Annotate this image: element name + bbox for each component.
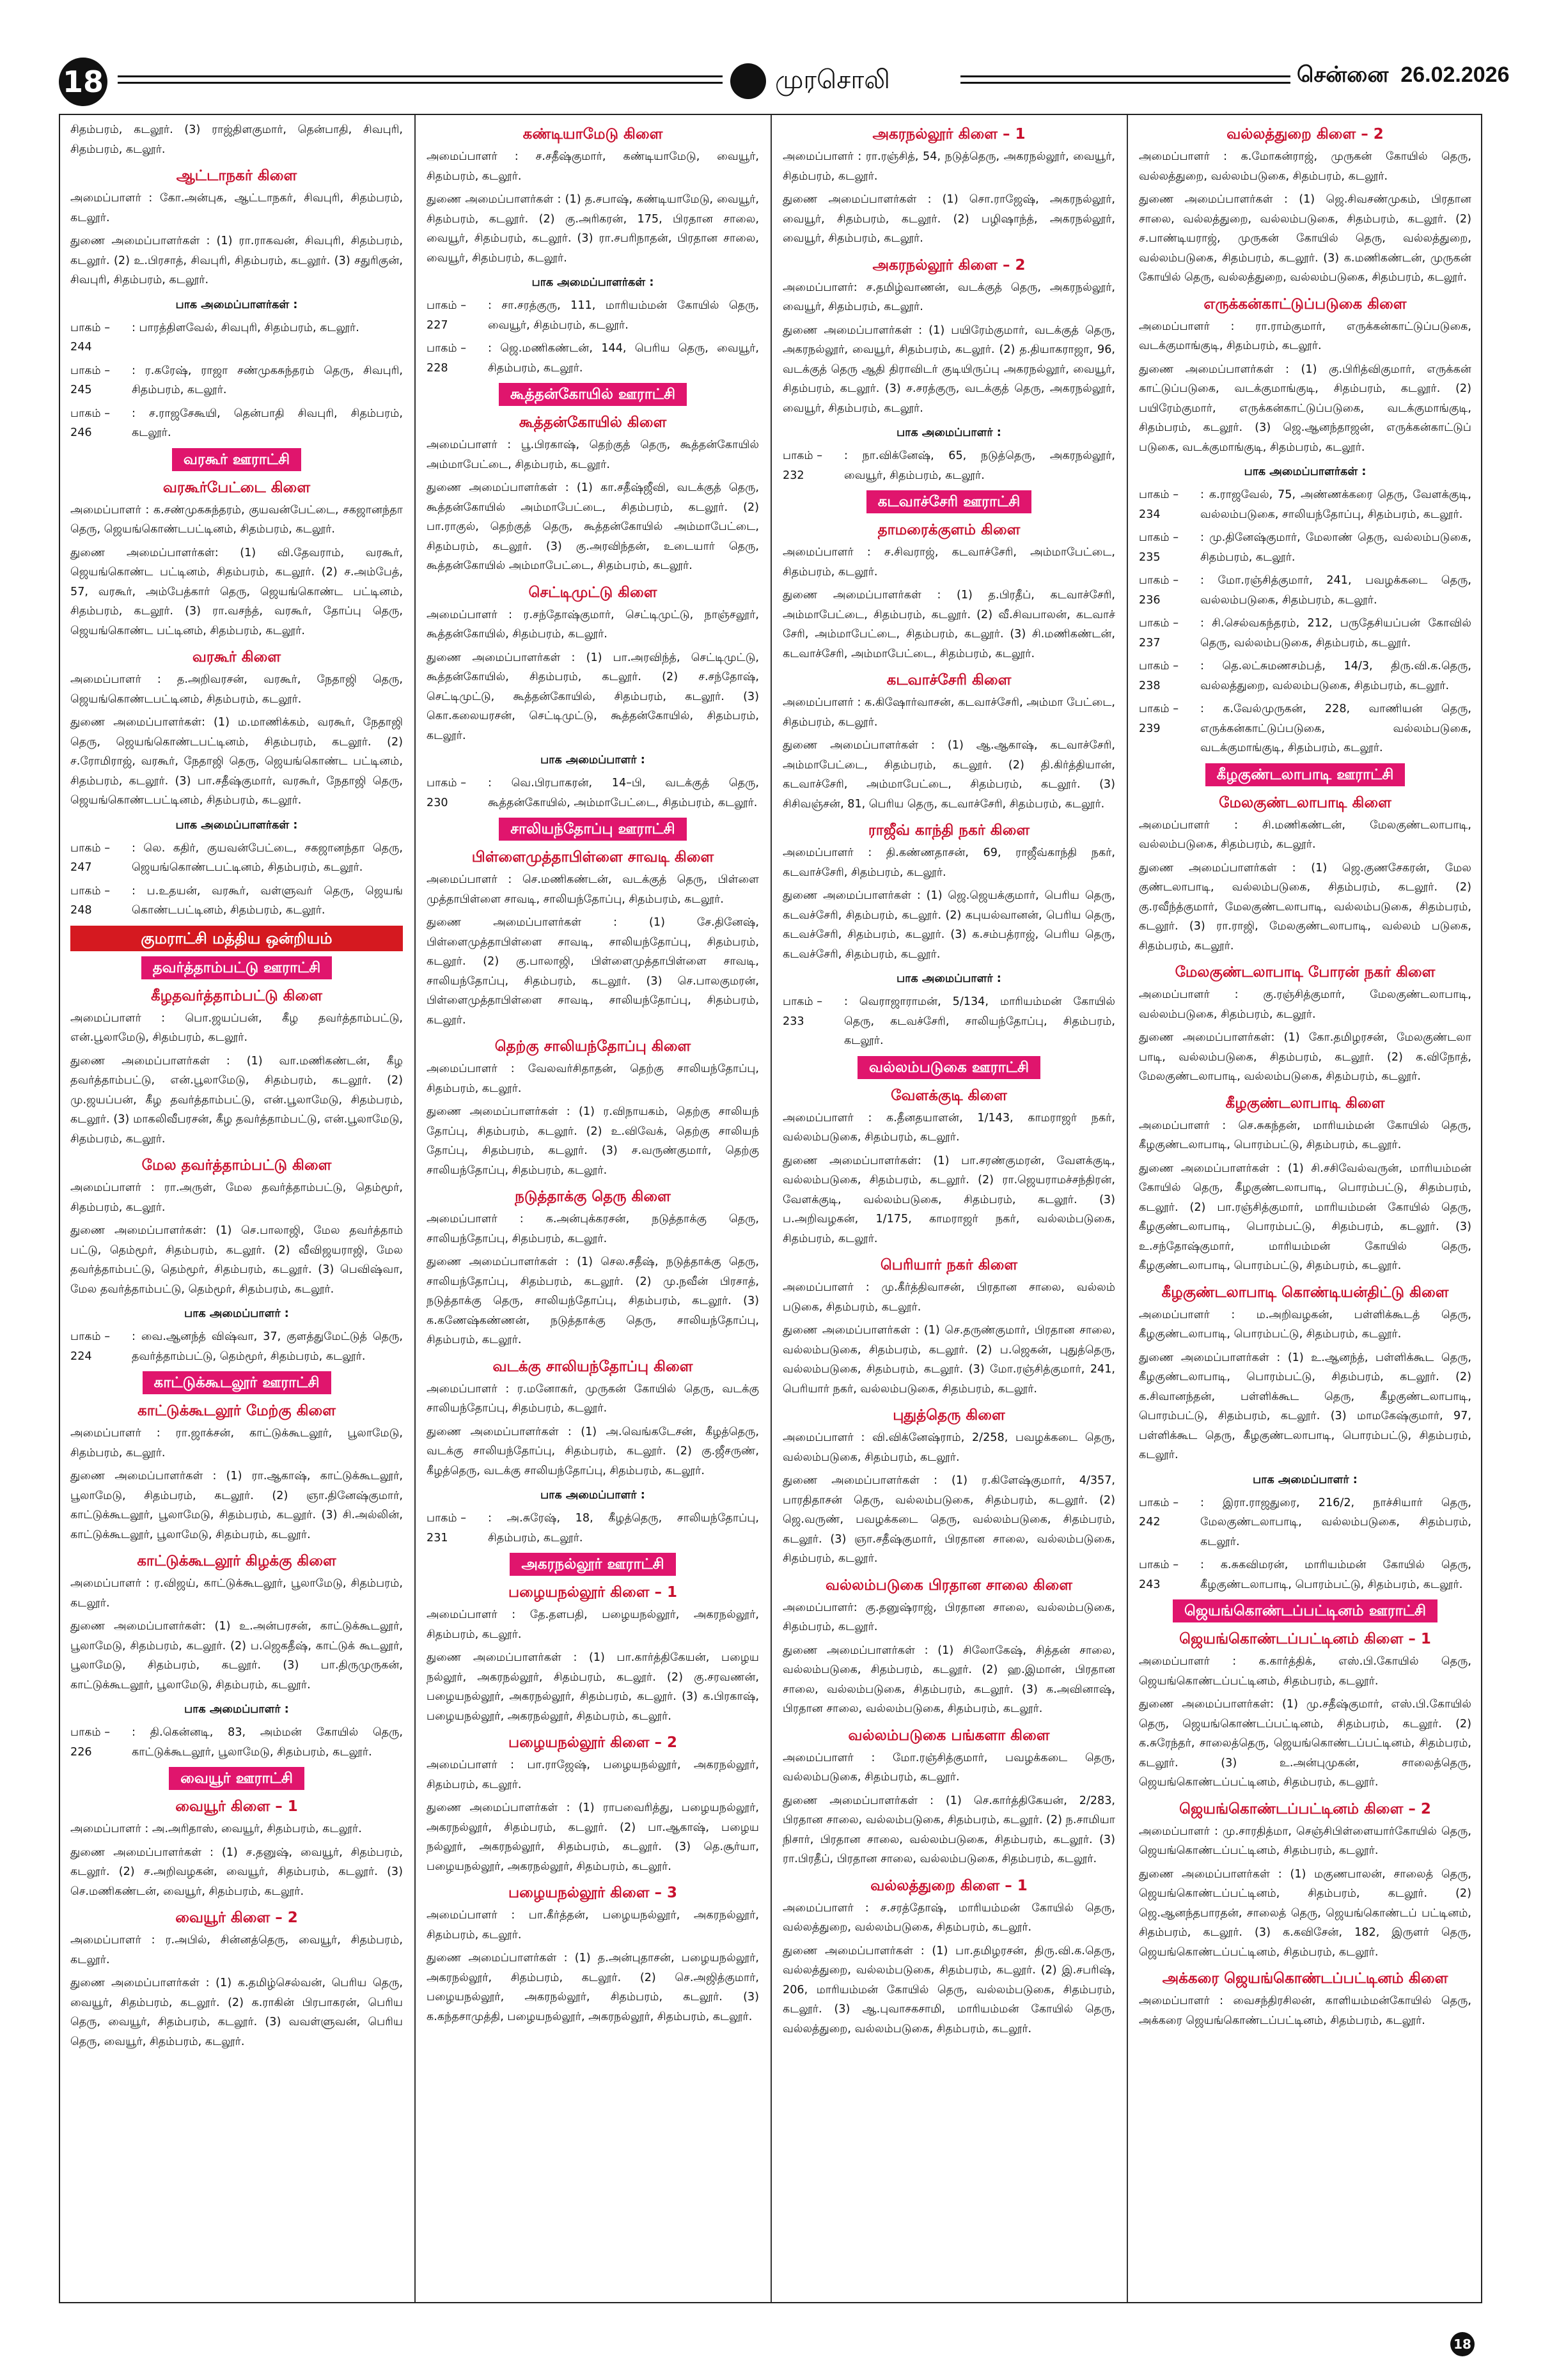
part-text: : சி.செல்வகந்தரம், 212, பருதேசியப்பன் கோவில் தெரு, வல்லம்படுகை, சிதம்பரம், கடலூர். <box>1200 617 1471 649</box>
branch-block <box>70 1154 403 1366</box>
member-paragraph: அமைப்பாளர் : வி.விக்னேஷ்ராம், 2/258, பவழக்கடை தெரு, வல்லம்படுகை, சிதம்பரம், கடலூர். <box>783 1431 1115 1464</box>
branch-heading: நடுத்தாக்கு தெரு கிளை <box>515 1188 671 1205</box>
branch-block <box>1139 1628 1471 1793</box>
member-paragraph: துணை அமைப்பாளர்கள் : (1) செ.தருண்குமார், பிரதான சாலை, வல்லம்படுகை, சிதம்பரம், கடலூர். (2) ப.ஜெகன், புதுத்தெரு, வல்லம்படுகை, சிதம்பரம், கடலூர். (3) மோ.ரஞ்சித்குமார், 241, பெரியார் நகர், வல்லம்படுகை, சிதம்பரம், கடலூர். <box>783 1324 1115 1396</box>
member-paragraph: அமைப்பாளர் : மு.கீர்த்திவாசன், பிரதான சாலை, வல்லம் படுகை, சிதம்பரம், கடலூர். <box>783 1281 1115 1314</box>
header-rule <box>118 75 723 77</box>
part-row <box>70 404 403 443</box>
branch-heading: ஜெயங்கொண்டப்பட்டினம் கிளை – 1 <box>1179 1631 1431 1647</box>
member-paragraph: அமைப்பாளர் : க.சண்முகசுந்தரம், குயவன்பேட்டை, சகஜானந்தா தெரு, ஜெயங்கொண்டபட்டினம், சிதம்பரம், கடலூர். <box>70 503 403 536</box>
page-number-badge: 18 <box>59 58 107 106</box>
part-label: பாகம் – 226 <box>70 1726 111 1759</box>
branch-block <box>1139 1092 1471 1276</box>
part-row <box>1139 699 1471 758</box>
part-text: : இரா.ராஜதுரை, 216/2, நாச்சியார் தெரு, மேலகுண்டலாபாடி, வல்லம்படுகை, சிதம்பரம், கடலூர். <box>1200 1496 1471 1548</box>
part-row <box>1139 657 1471 696</box>
member-paragraph: அமைப்பாளர் : த.அறிவரசன், வரகூர், நேதாஜி தெரு, ஜெயங்கொண்டபட்டினம், சிதம்பரம், கடலூர். <box>70 673 403 706</box>
branch-block <box>70 448 403 471</box>
column-divider <box>771 115 772 2302</box>
part-text: : அ.சுரேஷ், 18, கீழத்தெரு, சாலியந்தோப்பு, சிதம்பரம், கடலூர். <box>488 1512 759 1544</box>
member-paragraph: துணை அமைப்பாளர்கள் : (1) க.தமிழ்செல்வன், பெரிய தெரு, வையூர், சிதம்பரம், கடலூர். (2) க.ராகின் பிரபாகரன், பெரிய தெரு, வையூர், சிதம்பரம், கடலூர். (3) வவள்ளுவன், பெரிய தெரு, வையூர், சிதம்பரம், கடலூர். <box>70 1977 403 2048</box>
branch-block <box>1139 1967 1471 2030</box>
branch-block <box>70 926 403 951</box>
branch-block <box>70 984 403 1149</box>
member-paragraph: துணை அமைப்பாளர்கள்: (1) மு.சதீஷ்குமார், எஸ்.பி.கோயில் தெரு, ஜெயங்கொண்டப்பட்டினம், சிதம்பரம், கடலூர். (2) க.சுரேந்தர், சாலைத்தெரு, ஜெயங்கொண்டப்பட்டினம், சிதம்பரம், கடலூர். (3) உ.அன்புமுகன், சாலைத்தெரு, ஜெயங்கொண்டப்பட்டினம், சிதம்பரம், கடலூர். <box>1139 1698 1471 1789</box>
part-text: : ப.உதயன், வரகூர், வள்ளுவர் தெரு, ஜெயங் கொண்டபட்டினம், சிதம்பரம், கடலூர். <box>132 884 403 917</box>
branch-heading: காட்டுக்கூடலூர் கிழக்கு கிளை <box>137 1553 336 1569</box>
part-row <box>783 992 1115 1051</box>
branch-block <box>783 1084 1115 1249</box>
column-divider <box>414 115 416 2302</box>
member-paragraph: துணை அமைப்பாளர்கள் : (1) அ.வெங்கடேசன், கீழத்தெரு, வடக்கு சாலியந்தோப்பு, சிதம்பரம், கடலூர். (2) கு.ஜீசருண், கீழத்தெரு, வடக்கு சாலியந்தோப்பு, சிதம்பரம், கடலூர். <box>427 1425 759 1477</box>
branch-block <box>1139 961 1471 1087</box>
part-row <box>783 446 1115 485</box>
part-label: பாகம் – 238 <box>1139 660 1179 692</box>
branch-block <box>70 1399 403 1544</box>
member-paragraph: அமைப்பாளர்: கு.தனுஷ்ராஜ், பிரதான சாலை, வல்லம்படுகை, சிதம்பரம், கடலூர். <box>783 1601 1115 1633</box>
member-paragraph: அமைப்பாளர் : ரா.ரஞ்சித், 54, நடுத்தெரு, அகரநல்லூர், வையூர், சிதம்பரம், கடலூர். <box>783 150 1115 183</box>
part-text: : வை.ஆனந்த் விஷ்வா, 37, குளத்துமேட்டுத் தெரு, தவர்த்தாம்பட்டு, தெம்மூர், சிதம்பரம், கடலூர். <box>132 1330 403 1363</box>
member-paragraph: அமைப்பாளர் : அ.அரிதாஸ், வையூர், சிதம்பரம், கடலூர். <box>70 1823 362 1835</box>
part-row <box>427 339 759 378</box>
part-organisers-title: பாக அமைப்பாளர் : <box>184 1307 289 1320</box>
branch-block <box>427 123 759 378</box>
part-organisers-title: பாக அமைப்பாளர் : <box>184 1703 289 1716</box>
member-paragraph: அமைப்பாளர் : க.மோகன்ராஜ், முருகன் கோயில் தெரு, வல்லத்துறை, வல்லம்படுகை, சிதம்பரம், கடலூர். <box>1139 150 1471 183</box>
member-paragraph: துணை அமைப்பாளர்கள் : (1) ர.விநாயகம், தெற்கு சாலியந் தோப்பு, சிதம்பரம், கடலூர். (2) உ.விவேக், தெற்கு சாலியந் தோப்பு, சிதம்பரம், கடலூர். (3) ச.வருண்குமார், தெற்கு சாலியந்தோப்பு, சிதம்பரம், கடலூர். <box>427 1105 759 1177</box>
part-label: பாகம் – 248 <box>70 884 111 917</box>
branch-heading: வடக்கு சாலியந்தோப்பு கிளை <box>492 1358 693 1375</box>
member-paragraph: துணை அமைப்பாளர்கள் : (1) வா.மணிகண்டன், கீழ தவர்த்தாம்பட்டு, என்.பூலாமேடு, சிதம்பரம், கடலூர். (2) மு.ஜயப்பன், கீழ தவர்த்தாம்பட்டு, என்.பூலாமேடு, சிதம்பரம், கடலூர். (3) மாகலிவீபரசன், கீழ தவர்த்தாம்பட்டு, என்.பூலாமேடு, சிதம்பரம், கடலூர். <box>70 1054 403 1146</box>
branch-block <box>70 1371 403 1394</box>
branch-block <box>783 1056 1115 1079</box>
part-label: பாகம் – 228 <box>427 342 467 375</box>
branch-heading: கீழகுண்டலாபாடி கொண்டியன்திட்டு கிளை <box>1161 1284 1449 1301</box>
part-row <box>1139 1555 1471 1594</box>
part-label: பாகம் – 244 <box>70 321 111 354</box>
member-paragraph: அமைப்பாளர் : ர.மனோகர், முருகன் கோயில் தெரு, வடக்கு சாலியந்தோப்பு, சிதம்பரம், கடலூர். <box>427 1382 759 1415</box>
branch-block <box>783 1574 1115 1719</box>
part-organisers-title: பாக அமைப்பாளர் : <box>540 1489 645 1502</box>
member-paragraph: அமைப்பாளர் : ர.விஜய், காட்டுக்கூடலூர், பூலாமேடு, சிதம்பரம், கடலூர். <box>70 1577 403 1610</box>
member-paragraph: அமைப்பாளர் : வேலவர்சிதாதன், தெற்கு சாலியந்தோப்பு, சிதம்பரம், கடலூர். <box>427 1062 759 1095</box>
panchayat-heading: கடவாச்சேரி ஊராட்சி <box>866 490 1032 513</box>
part-label: பாகம் – 245 <box>70 364 111 396</box>
part-label: பாகம் – 246 <box>70 407 111 439</box>
branch-heading: மேல தவர்த்தாம்பட்டு கிளை <box>141 1157 332 1174</box>
member-paragraph: அமைப்பாளர் : க.தீனதயாளன், 1/143, காமராஜர் நகர், வல்லம்படுகை, சிதம்பரம், கடலூர். <box>783 1111 1115 1144</box>
branch-block <box>1139 293 1471 758</box>
paper-logo <box>730 59 954 104</box>
member-paragraph: துணை அமைப்பாளர்கள் : (1) பயிரேம்குமார், வடக்குத் தெரு, அகரநல்லூர், வையூர், சிதம்பரம், கடலூர். (2) த.தியாகராஜா, 96, வடக்குத் தெரு ஆதி திராவிடர் குடியிருப்பு அகரநல்லூர், வையூர், சிதம்பரம், கடலூர். (3) ச.சரத்குரு, வடக்குத் தெரு, அகரநல்லூர், வையூர், சிதம்பரம், கடலூர். <box>783 323 1115 415</box>
member-paragraph: அமைப்பாளர் : ரா.ராம்குமார், எருக்கன்காட்டுப்படுகை, வடக்குமாங்குடி, சிதம்பரம், கடலூர். <box>1139 320 1471 352</box>
member-paragraph: துணை அமைப்பாளர்கள் : (1) ச.தனுஷ், வையூர், சிதம்பரம், கடலூர். (2) ச.அறிவழகன், வையூர், சிதம்பரம், கடலூர். (3) செ.மணிகண்டன், வையூர், சிதம்பரம், கடலூர். <box>70 1846 403 1898</box>
part-text: : தி.கென்னடி, 83, அம்மன் கோயில் தெரு, காட்டுக்கூடலூர், பூலாமேடு, சிதம்பரம், கடலூர். <box>132 1726 403 1759</box>
member-paragraph: துணை அமைப்பாளர்கள் : (1) ரா.ராகவன், சிவபுரி, சிதம்பரம், கடலூர். (2) உ.பிரசாத், சிவபுரி, சிதம்பரம், கடலூர். (3) சதுரிகுன், சிவபுரி, சிதம்பரம், கடலூர். <box>70 235 403 286</box>
panchayat-heading: வையூர் ஊராட்சி <box>169 1767 304 1790</box>
part-row <box>1139 528 1471 567</box>
branch-block <box>783 490 1115 513</box>
member-paragraph: அமைப்பாளர் : கு.ரஞ்சித்குமார், மேலகுண்டலாபாடி, வல்லம்படுகை, சிதம்பரம், கடலூர். <box>1139 988 1471 1021</box>
branch-heading: பழையநல்லூர் கிளை – 2 <box>508 1734 677 1751</box>
branch-block <box>427 581 759 813</box>
member-paragraph: அமைப்பாளர் : பா.ராஜேஷ், பழையநல்லூர், அகரநல்லூர், சிதம்பரம், கடலூர். <box>427 1759 759 1791</box>
branch-block <box>70 164 403 443</box>
part-row <box>1139 1493 1471 1552</box>
branch-block <box>427 846 759 1030</box>
branch-block <box>783 254 1115 486</box>
part-row <box>70 882 403 921</box>
member-paragraph: துணை அமைப்பாளர்கள் : (1) செல.சதீஷ், நடுத்தாக்கு தெரு, சாலியந்தோப்பு, சிதம்பரம், கடலூர். (2) மு.நவீன் பிரசாத், நடுத்தாக்கு தெரு, சாலியந்தோப்பு, சிதம்பரம், கடலூர். (3) க.கணேஷ்கண்ணன், நடுத்தாக்கு தெரு, சாலியந்தோப்பு, சிதம்பரம், கடலூர். <box>427 1256 759 1346</box>
part-text: : க.சுகவிமரன், மாரியம்மன் கோயில் தெரு, கீழகுண்டலாபாடி, பொரம்பட்டு, சிதம்பரம், கடலூர். <box>1200 1559 1471 1591</box>
panchayat-heading: வரகூர் ஊராட்சி <box>172 448 301 471</box>
branch-block <box>427 818 759 841</box>
panchayat-heading: சாலியந்தோப்பு ஊராட்சி <box>499 818 686 841</box>
member-paragraph: அமைப்பாளர் : தே.தளபதி, பழையநல்லூர், அகரநல்லூர், சிதம்பரம், கடலூர். <box>427 1608 759 1641</box>
branch-block <box>427 1731 759 1876</box>
part-text: : சா.சரத்குரு, 111, மாரியம்மன் கோயில் தெரு, வையூர், சிதம்பரம், கடலூர். <box>488 299 759 332</box>
part-label: பாகம் – 234 <box>1139 488 1179 521</box>
part-row <box>70 839 403 878</box>
member-paragraph: துணை அமைப்பாளர்கள் : (1) ஜெ.ஜெயக்குமார், பெரிய தெரு, கடவச்சேரி, சிதம்பரம், கடலூர். (2) கபுயல்வானன், பெரிய தெரு, கடவச்சேரி, சிதம்பரம், கடலூர். (3) க.சம்பத்ராஜ், பெரிய தெரு, கடவச்சேரி, சிதம்பரம், கடலூர். <box>783 889 1115 961</box>
branch-block <box>783 123 1115 249</box>
branch-heading: கடவாச்சேரி கிளை <box>886 672 1012 688</box>
member-paragraph: அமைப்பாளர் : செ.சுகந்தன், மாரியம்மன் கோயில் தெரு, கீழகுண்டலாபாடி, பொரம்பட்டு, சிதம்பரம், கடலூர். <box>1139 1119 1471 1151</box>
member-paragraph: அமைப்பாளர் : ரா.அருள், மேல தவர்த்தாம்பட்டு, தெம்மூர், சிதம்பரம், கடலூர். <box>70 1181 403 1214</box>
part-text: : வெ.பிரபாகரன், 14–பி, வடக்குத் தெரு, கூத்தன்கோயில், அம்மாபேட்டை, சிதம்பரம், கடலூர். <box>488 777 759 809</box>
part-label: பாகம் – 227 <box>427 299 467 332</box>
member-paragraph: அமைப்பாளர் : ச.சிவராஜ், கடவாச்சேரி, அம்மாபேட்டை, சிதம்பரம், கடலூர். <box>783 546 1115 579</box>
member-paragraph: துணை அமைப்பாளர்கள் : (1) பா.தமிழரசன், திரு.வி.க.தெரு, வல்லத்துறை, வல்லம்படுகை, சிதம்பரம், கடலூர். (2) இ.சபரிஷ், 206, மாரியம்மன் கோயில் தெரு, வல்லம்படுகை, சிதம்பரம், கடலூர். (3) ஆ.புவாசகசாமி, மாரியம்மன் கோயில் தெரு, வல்லத்துறை, வல்லம்படுகை, சிதம்பரம், கடலூர். <box>783 1944 1115 2035</box>
branch-heading: தாமரைக்குளம் கிளை <box>877 522 1021 538</box>
part-label: பாகம் – 224 <box>70 1330 111 1363</box>
branch-heading: செட்டிமுட்டு கிளை <box>528 584 657 601</box>
part-text: : தெ.லட்சுமணசம்பத், 14/3, திரு.வி.க.தெரு, வல்லத்துறை, வல்லம்படுகை, சிதம்பரம், கடலூர். <box>1200 660 1471 692</box>
branch-heading: எருக்கன்காட்டுப்படுகை கிளை <box>1203 295 1407 313</box>
branch-block <box>783 1874 1115 2039</box>
column-3 <box>783 120 1115 2294</box>
branch-heading: அக்கரை ஜெயங்கொண்டப்பட்டினம் கிளை <box>1162 1970 1448 1987</box>
member-paragraph: அமைப்பாளர்: ச.தமிழ்வாணன், வடக்குத் தெரு, அகரநல்லூர், வையூர், சிதம்பரம், கடலூர். <box>783 281 1115 313</box>
branch-block <box>783 1404 1115 1569</box>
branch-block <box>427 1185 759 1350</box>
branch-block <box>1139 1281 1471 1595</box>
branch-block <box>427 1581 759 1726</box>
branch-heading: ஜெயங்கொண்டப்பட்டினம் கிளை – 2 <box>1179 1800 1431 1817</box>
part-organisers-title: பாக அமைப்பாளர் : <box>897 972 1001 985</box>
part-label: பாகம் – 233 <box>783 995 823 1028</box>
part-text: : ச.ராஜசேகூயி, தென்பாதி சிவபுரி, சிதம்பரம், கடலூர். <box>132 407 403 439</box>
branch-heading: ராஜீவ் காந்தி நகர் கிளை <box>868 822 1030 839</box>
member-paragraph: அமைப்பாளர் : மு.சாரதித்மா, செஞ்சிபிள்ளையார்கோயில் தெரு, ஜெயங்கொண்டப்பட்டினம், சிதம்பரம், கடலூர். <box>1139 1824 1471 1857</box>
branch-heading: கூத்தன்கோயில் கிளை <box>519 414 667 431</box>
column-4 <box>1139 120 1471 2294</box>
member-paragraph: அமைப்பாளர் : ர.சந்தோஷ்குமார், செட்டிமுட்டு, நாஞ்சலூர், கூத்தன்கோயில், சிதம்பரம், கடலூர். <box>427 608 759 641</box>
branch-block <box>1139 791 1471 956</box>
column-divider <box>1127 115 1128 2302</box>
member-paragraph: துணை அமைப்பாளர்கள் : (1) த.பிரதீப், கடவாச்சேரி, அம்மாபேட்டை, சிதம்பரம், கடலூர். (2) வீ.சிவபாலன், கடவாச் சேரி, அம்மாபேட்டை, சிதம்பரம், கடலூர். (3) சி.மணிகண்டன், கடவாச்சேரி, அம்மாபேட்டை, சிதம்பரம், கடலூர். <box>783 589 1115 660</box>
member-paragraph: துணை அமைப்பாளர்கள் : (1) உ.ஆனந்த், பள்ளிக்கூட தெரு, கீழகுண்டலாபாடி, பொரம்பட்டு, சிதம்பரம், கடலூர். (2) க.சிவானந்தன், பள்ளிக்கூட தெரு, கீழகுண்டலாபாடி, பொரம்பட்டு, சிதம்பரம், கடலூர். (3) மாமகேஷ்குமார், 97, பள்ளிக்கூட தெரு, கீழகுண்டலாபாடி, பொரம்பட்டு, சிதம்பரம், கடலூர். <box>1139 1351 1471 1461</box>
member-paragraph: அமைப்பாளர் : ரா.ஜாக்சன், காட்டுக்கூடலூர், பூலாமேடு, சிதம்பரம், கடலூர். <box>70 1427 403 1459</box>
part-label: பாகம் – 232 <box>783 449 823 482</box>
part-text: : பாரத்திளவேல், சிவபுரி, சிதம்பரம், கடலூர். <box>132 321 359 334</box>
branch-block <box>783 819 1115 1051</box>
part-text: : க.ராஜவேல், 75, அண்ணக்கரை தெரு, வேளக்குடி, வல்லம்படுகை, சாலியந்தோப்பு, சிதம்பரம், கடலூர். <box>1200 488 1471 521</box>
part-label: பாகம் – 230 <box>427 777 467 809</box>
member-paragraph: துணை அமைப்பாளர்கள் : (1) பா.அரவிந்த், செட்டிமுட்டு, கூத்தன்கோயில், சிதம்பரம், கடலூர். (2) ச.சந்தோஷ், செட்டிமுட்டு, கூத்தன்கோயில், சிதம்பரம், கடலூர். (3) கொ.கலையரசன், செட்டிமுட்டு, கூத்தன்கோயில், சிதம்பரம், கடலூர். <box>427 651 759 742</box>
panchayat-heading: கூத்தன்கோயில் ஊராட்சி <box>499 383 687 406</box>
member-paragraph: அமைப்பாளர் : பா.கீர்த்தன், பழையநல்லூர், அகரநல்லூர், சிதம்பரம், கடலூர். <box>427 1909 759 1941</box>
panchayat-heading: தவர்த்தாம்பட்டு ஊராட்சி <box>141 956 333 979</box>
member-paragraph: அமைப்பாளர் : மோ.ரஞ்சித்குமார், பவழக்கடை தெரு, வல்லம்படுகை, சிதம்பரம், கடலூர். <box>783 1751 1115 1784</box>
branch-block <box>427 383 759 406</box>
sun-emblem-icon <box>730 63 766 99</box>
member-paragraph: துணை அமைப்பாளர்கள் : (1) ஆ.ஆகாஷ், கடவாச்சேரி, அம்மாபேட்டை, சிதம்பரம், கடலூர். (2) தி.கிர்த்தியான், கடவாச்சேரி, அம்மாபேட்டை, சிதம்பரம், கடலூர். (3) சிசிவஞ்சன், 81, பெரிய தெரு, கடவாச்சேரி, சிதம்பரம், கடலூர். <box>783 739 1115 811</box>
header-rule <box>960 75 1290 77</box>
branch-heading: கண்டியாமேடு கிளை <box>522 126 663 143</box>
part-text: : க.வேல்முருகன், 228, வாணியன் தெரு, எருக்கன்காட்டுப்படுகை, வல்லம்படுகை, வடக்குமாங்குடி, சிதம்பரம், கடலூர். <box>1200 703 1471 754</box>
member-paragraph: துணை அமைப்பாளர்கள் : (1) பா.கார்த்திகேயன், பழைய நல்லூர், அகரநல்லூர், சிதம்பரம், கடலூர். (2) கு.சரவணன், பழையநல்லூர், அகரநல்லூர், சிதம்பரம், கடலூர். (3) க.பிரகாஷ், பழையநல்லூர், அகரநல்லூர், சிதம்பரம், கடலூர். <box>427 1651 759 1723</box>
branch-block <box>70 956 403 979</box>
member-paragraph: அமைப்பாளர் : சி.மணிகண்டன், மேலகுண்டலாபாடி, வல்லம்படுகை, சிதம்பரம், கடலூர். <box>1139 818 1471 851</box>
member-paragraph: துணை அமைப்பாளர்கள்: (1) செ.பாலாஜி, மேல தவர்த்தாம் பட்டு, தெம்மூர், சிதம்பரம், கடலூர். (2) வீவிஜயராஜி, மேல தவர்த்தாம்பட்டு, தெம்மூர், சிதம்பரம், கடலூர். (3) பெவிஷ்வா, மேல தவர்த்தாம்பட்டு, தெம்மூர், சிதம்பரம், கடலூர். <box>70 1224 403 1296</box>
part-label: பாகம் – 231 <box>427 1512 467 1544</box>
column-1 <box>70 120 403 2294</box>
part-row <box>427 296 759 335</box>
member-paragraph: துணை அமைப்பாளர்கள் : (1) மகுணபாலன், சாலைத் தெரு, ஜெயங்கொண்டப்பட்டினம், சிதம்பரம், கடலூர். (2) ஜெ.ஆனந்தபாரதன், சாலைத் தெரு, ஜெயங்கொண்டப் பட்டினம், சிதம்பரம், கடலூர். (3) க.கவிசேன், 182, இருளர் தெரு, ஜெயங்கொண்டப்பட்டினம், சிதம்பரம், கடலூர். <box>1139 1867 1471 1959</box>
union-heading: குமராட்சி மத்திய ஒன்றியம் <box>70 926 403 951</box>
branch-heading: பெரியார் நகர் கிளை <box>880 1257 1018 1273</box>
branch-block <box>783 1254 1115 1399</box>
branch-block <box>70 120 403 159</box>
panchayat-heading: வல்லம்படுகை ஊராட்சி <box>858 1056 1040 1079</box>
part-label: பாகம் – 235 <box>1139 531 1179 564</box>
branch-block <box>1139 123 1471 288</box>
member-paragraph: அமைப்பாளர் : ர.அபில், சின்னத்தெரு, வையூர், சிதம்பரம், கடலூர். <box>70 1934 403 1966</box>
branch-heading: புதுத்தெரு கிளை <box>893 1407 1005 1424</box>
part-label: பாகம் – 239 <box>1139 703 1179 735</box>
member-paragraph: அமைப்பாளர் : கோ.அன்புக, ஆட்டாநகர், சிவபுரி, சிதம்பரம், கடலூர். <box>70 192 403 224</box>
branch-block <box>1139 1599 1471 1622</box>
branch-block <box>70 476 403 641</box>
member-paragraph: துணை அமைப்பாளர்கள்: (1) ம.மாணிக்கம், வரகூர், நேதாஜி தெரு, ஜெயங்கொண்டபட்டினம், சிதம்பரம், கடலூர். (2) ச.ரோமிராஜ், வரகூர், நேதாஜி தெரு, ஜெயங்கொண்ட பட்டினம், சிதம்பரம், கடலூர். (3) பா.சதீஷ்குமார், வரகூர், நேதாஜி தெரு, ஜெயங்கொண்டபட்டினம், சிதம்பரம், கடலூர். <box>70 716 403 807</box>
branch-heading: வரகூர்பேட்டை கிளை <box>162 479 311 496</box>
member-paragraph: துணை அமைப்பாளர்கள் : (1) ஜெ.சிவசண்முகம், பிரதான சாலை, வல்லத்துறை, வல்லம்படுகை, சிதம்பரம், கடலூர். (2) ச.பாண்டியராஜ், முருகன் கோயில் தெரு, வல்லத்துறை, வல்லம்படுகை, சிதம்பரம், கடலூர். (3) க.மணிகண்டன், முருகன் கோயில் தெரு, வல்லத்துறை, வல்லம்படுகை, சிதம்பரம், கடலூர். <box>1139 193 1471 284</box>
member-paragraph: துணை அமைப்பாளர்கள் : (1) ர.கிளேஷ்குமார், 4/357, பாரதிதாசன் தெரு, வல்லம்படுகை, சிதம்பரம், கடலூர். (2) ஜெ.வருண், பவழக்கடை தெரு, வல்லம்படுகை, சிதம்பரம், கடலூர். (3) ஞா.சதீஷ்குமார், பிரதான சாலை, வல்லம்படுகை, சிதம்பரம், கடலூர். <box>783 1474 1115 1565</box>
branch-heading: அகரநல்லூர் கிளை – 2 <box>872 256 1026 274</box>
branch-block <box>70 1906 403 2051</box>
date: 26.02.2026 <box>1400 63 1510 87</box>
branch-block <box>427 1881 759 2026</box>
part-row <box>70 1723 403 1762</box>
part-organisers-title: பாக அமைப்பாளர் : <box>897 426 1001 439</box>
branch-heading: மேலகுண்டலாபாடி போரன் நகர் கிளை <box>1175 964 1436 981</box>
branch-heading: பழையநல்லூர் கிளை – 3 <box>508 1885 677 1901</box>
member-paragraph: அமைப்பாளர் : க.கார்த்திக், எஸ்.பி.கோயில் தெரு, ஜெயங்கொண்டப்பட்டினம், சிதம்பரம், கடலூர். <box>1139 1655 1471 1688</box>
member-paragraph: துணை அமைப்பாளர்கள் : (1) ரா.ஆகாஷ், காட்டுக்கூடலூர், பூலாமேடு, சிதம்பரம், கடலூர். (2) ஞா.தினேஷ்குமார், காட்டுக்கூடலூர், பூலாமேடு, சிதம்பரம், கடலூர். (3) சி.அல்லின், காட்டுக்கூடலூர், பூலாமேடு, சிதம்பரம், கடலூர். <box>70 1470 403 1541</box>
branch-heading: பழையநல்லூர் கிளை – 1 <box>508 1584 677 1601</box>
branch-heading: வல்லத்துறை கிளை – 1 <box>870 1877 1028 1894</box>
branch-heading: வையூர் கிளை – 1 <box>175 1798 298 1815</box>
member-paragraph: துணை அமைப்பாளர்கள் : (1) த.சபாஷ், கண்டியாமேடு, வையூர், சிதம்பரம், கடலூர். (2) கு.அரிகரன், 175, பிரதான சாலை, வையூர், சிதம்பரம், கடலூர். (3) ரா.சபரிநாதன், பிரதான சாலை, வையூர், சிதம்பரம், கடலூர். <box>427 193 759 265</box>
part-row <box>70 1327 403 1366</box>
branch-heading: மேலகுண்டலாபாடி கிளை <box>1219 794 1391 811</box>
member-paragraph: அமைப்பாளர் : செ.மணிகண்டன், வடக்குத் தெரு, பிள்ளை முத்தாபிள்ளை சாவடி, சாலியந்தோப்பு, சிதம்பரம், கடலூர். <box>427 873 759 906</box>
member-paragraph: துணை அமைப்பாளர்கள் : (1) சொ.ராஜேஷ், அகரநல்லூர், வையூர், சிதம்பரம், கடலூர். (2) பழிஷாந்த், அகரநல்லூர், வையூர், சிதம்பரம், கடலூர். <box>783 193 1115 245</box>
member-paragraph: துணை அமைப்பாளர்கள்: (1) கோ.தமிழரசன், மேலகுண்டலா பாடி, வல்லம்படுகை, சிதம்பரம், கடலூர். (2) க.விநோத், மேலகுண்டலாபாடி, வல்லம்படுகை, சிதம்பரம், கடலூர். <box>1139 1031 1471 1083</box>
part-label: பாகம் – 242 <box>1139 1496 1179 1528</box>
branch-heading: வல்லம்படுகை பங்களா கிளை <box>848 1727 1050 1744</box>
part-text: : ர.கரேஷ், ராஜா சண்முகசுந்தரம் தெரு, சிவபுரி, சிதம்பரம், கடலூர். <box>132 364 403 396</box>
branch-heading: காட்டுக்கூடலூர் மேற்கு கிளை <box>137 1403 336 1419</box>
part-organisers-title: பாக அமைப்பாளர்கள் : <box>175 818 298 832</box>
branch-heading: வல்லம்படுகை பிரதான சாலை கிளை <box>826 1576 1072 1594</box>
member-paragraph: அமைப்பாளர் : பொ.ஜயப்பன், கீழ தவர்த்தாம்பட்டு, என்.பூலாமேடு, சிதம்பரம், கடலூர். <box>70 1011 403 1044</box>
part-organisers-title: பாக அமைப்பாளர்கள் : <box>531 276 654 289</box>
member-paragraph: அமைப்பாளர் : பூ.பிரகாஷ், தெற்குத் தெரு, கூத்தன்கோயில் அம்மாபேட்டை, சிதம்பரம், கடலூர். <box>427 439 759 471</box>
branch-heading: கீழகுண்டலாபாடி கிளை <box>1225 1094 1385 1112</box>
part-row <box>1139 614 1471 653</box>
part-row <box>1139 571 1471 610</box>
branch-block <box>427 1035 759 1180</box>
panchayat-heading: கீழகுண்டலாபாடி ஊராட்சி <box>1205 763 1406 786</box>
member-paragraph: அமைப்பாளர் : க.கிஷோர்வாசன், கடவாச்சேரி, அம்மா பேட்டை, சிதம்பரம், கடலூர். <box>783 696 1115 729</box>
member-paragraph: அமைப்பாளர் : ம.அறிவழகன், பள்ளிக்கூடத் தெரு, கீழகுண்டலாபாடி, பொரம்பட்டு, சிதம்பரம், கடலூர். <box>1139 1308 1471 1341</box>
part-text: : வெராஜாராமன், 5/134, மாரியம்மன் கோயில் தெரு, கடவச்சேரி, சாலியந்தோப்பு, சிதம்பரம், கடலூர். <box>844 995 1115 1047</box>
member-paragraph: துணை அமைப்பாளர்கள் : (1) ஜெ.குணசேகரன், மேல குண்டலாபாடி, வல்லம்படுகை, சிதம்பரம், கடலூர். (2) கு.ரவீந்த்குமார், மேலகுண்டலாபாடி, வல்லம்படுகை, சிதம்பரம், கடலூர். (3) ரா.ராஜி, மேலகுண்டலாபாடி, வல்லம் படுகை, சிதம்பரம், கடலூர். <box>1139 861 1471 953</box>
part-organisers-title: பாக அமைப்பாளர் : <box>540 754 645 766</box>
member-paragraph: துணை அமைப்பாளர்கள்: (1) பா.சரண்குமரன், வேளக்குடி, வல்லம்படுகை, சிதம்பரம், கடலூர். (2) ரா.ஜெயராமச்சந்திரன், வேளக்குடி, வல்லம்படுகை, சிதம்பரம், கடலூர். (3) ப.அறிவழகன், 1/175, காமராஜர் நகர், வல்லம்படுகை, சிதம்பரம், கடலூர். <box>783 1154 1115 1245</box>
branch-heading: பிள்ளைமுத்தாபிள்ளை சாவடி கிளை <box>471 849 714 866</box>
member-paragraph: அமைப்பாளர் : ச.சரத்தோஷ், மாரியம்மன் கோயில் தெரு, வல்லத்துறை, வல்லம்படுகை, சிதம்பரம், கடலூர். <box>783 1901 1115 1934</box>
branch-block <box>1139 763 1471 786</box>
part-organisers-title: பாக அமைப்பாளர் : <box>1253 1473 1358 1486</box>
column-2 <box>427 120 759 2294</box>
part-label: பாகம் – 247 <box>70 841 111 874</box>
member-paragraph: துணை அமைப்பாளர்கள் : (1) சி.சசிவேல்வருன், மாரியம்மன் கோயில் தெரு, கீழகுண்டலாபாடி, பொரம்பட்டு, சிதம்பரம், கடலூர். (2) பா.ரஞ்சித்குமார், மாரியம்மன் கோயில் தெரு, கீழகுண்டலாபாடி, பொரம்பட்டு, சிதம்பரம், கடலூர். (3) உ.சந்தோஷ்குமார், மாரியம்மன் கோயில் தெரு, கீழகுண்டலாபாடி, பொரம்பட்டு, சிதம்பரம், கடலூர். <box>1139 1162 1471 1272</box>
branch-heading: தெற்கு சாலியந்தோப்பு கிளை <box>494 1038 691 1055</box>
branch-block <box>70 646 403 921</box>
part-text: : நா.விக்னேஷ், 65, நடுத்தெரு, அகரநல்லூர், வையூர், சிதம்பரம், கடலூர். <box>844 449 1115 482</box>
branch-block <box>70 1767 403 1790</box>
member-paragraph: துணை அமைப்பாளர்கள் : (1) செ.கார்த்திகேயன், 2/283, பிரதான சாலை, வல்லம்படுகை, சிதம்பரம், கடலூர். (2) ந.சாமியா நிசார், பிரதான சாலை, வல்லம்படுகை, சிதம்பரம், கடலூர். (3) ரா.பிரதீப், பிரதான சாலை, வல்லம்படுகை, சிதம்பரம், கடலூர். <box>783 1794 1115 1865</box>
part-label: பாகம் – 243 <box>1139 1559 1179 1591</box>
footer-page-number: 18 <box>1450 2332 1475 2356</box>
part-text: : மு.தினேஷ்குமார், மேலாண் தெரு, வல்லம்படுகை, சிதம்பரம், கடலூர். <box>1200 531 1471 564</box>
branch-block <box>783 669 1115 814</box>
branch-block <box>70 1795 403 1901</box>
member-paragraph: அமைப்பாளர் : தி.கண்ணதாசன், 69, ராஜீவ்காந்தி நகர், கடவாச்சேரி, சிதம்பரம், கடலூர். <box>783 846 1115 879</box>
branch-block <box>783 1724 1115 1869</box>
branch-heading: வையூர் கிளை – 2 <box>175 1909 298 1926</box>
member-paragraph: துணை அமைப்பாளர்கள் : (1) ராபவைரித்து, பழையநல்லூர், அகரநல்லூர், சிதம்பரம், கடலூர். (2) பா.ஆகாஷ், பழைய நல்லூர், அகரநல்லூர், சிதம்பரம், கடலூர். (3) தெ.சூர்யா, பழையநல்லூர், அகரநல்லூர், சிதம்பரம், கடலூர். <box>427 1801 759 1873</box>
member-paragraph: அமைப்பாளர் : வைசந்திரசிலன், காளியம்மன்கோயில் தெரு, அக்கரை ஜெயங்கொண்டப்பட்டினம், சிதம்பரம், கடலூர். <box>1139 1995 1471 2027</box>
member-paragraph: துணை அமைப்பாளர்கள்: (1) வி.தேவராம், வரகூர், ஜெயங்கொண்ட பட்டினம், சிதம்பரம், கடலூர். (2) ச.அம்பேத், 57, வரகூர், அம்பேத்கார் தெரு, ஜெயங்கொண்ட பட்டினம், சிதம்பரம், கடலூர். (3) ரா.வசந்த், வரகூர், தோப்பு தெரு, ஜெயங்கொண்ட பட்டினம், சிதம்பரம், கடலூர். <box>70 546 403 637</box>
city-date <box>1297 63 1510 90</box>
panchayat-heading: காட்டுக்கூடலூர் ஊராட்சி <box>143 1371 331 1394</box>
member-paragraph: அமைப்பாளர் : ச.சதீஷ்குமார், கண்டியாமேடு, வையூர், சிதம்பரம், கடலூர். <box>427 150 759 183</box>
part-row <box>1139 485 1471 524</box>
part-label: பாகம் – 237 <box>1139 617 1179 649</box>
branch-heading: அகரநல்லூர் கிளை – 1 <box>872 126 1026 143</box>
part-row <box>427 1509 759 1548</box>
branch-block <box>783 518 1115 664</box>
part-organisers-title: பாக அமைப்பாளர்கள் : <box>175 298 298 311</box>
branch-block <box>1139 1798 1471 1963</box>
part-text: : லெ. கதிர், குயவன்பேட்டை, சகஜானந்தா தெரு, ஜெயங்கொண்டபட்டினம், சிதம்பரம், கடலூர். <box>132 841 403 874</box>
part-row <box>427 774 759 813</box>
member-paragraph: துணை அமைப்பாளர்கள்: (1) உ.அன்பரசன், காட்டுக்கூடலூர், பூலாமேடு, சிதம்பரம், கடலூர். (2) ப.ஜெகதீஷ், காட்டுக் கூடலூர், பூலாமேடு, சிதம்பரம், கடலூர். (3) பா.திருமுருகன், காட்டுக்கூடலூர், பூலாமேடு, சிதம்பரம், கடலூர். <box>70 1620 403 1692</box>
member-paragraph: அமைப்பாளர் : க.அன்புக்கரசன், நடுத்தாக்கு தெரு, சாலியந்தோப்பு, சிதம்பரம், கடலூர். <box>427 1213 759 1245</box>
part-label: பாகம் – 236 <box>1139 574 1179 607</box>
city: சென்னை <box>1297 63 1389 87</box>
part-organisers-title: பாக அமைப்பாளர்கள் : <box>1244 465 1367 478</box>
paper-name: முரசொலி <box>775 65 890 95</box>
member-paragraph: துணை அமைப்பாளர்கள் : (1) சே.தினேஷ், பிள்ளைமுத்தாபிள்ளை சாவடி, சாலியந்தோப்பு, சிதம்பரம், கடலூர். (2) கு.பாலாஜி, பிள்ளைமுத்தாபிள்ளை சாவடி, சாலியந்தோப்பு, சிதம்பரம், கடலூர். (3) செ.பாலகுமரன், பிள்ளைமுத்தாபிள்ளை சாவடி, சாலியந்தோப்பு, சிதம்பரம், கடலூர். <box>427 916 759 1027</box>
member-paragraph: துணை அமைப்பாளர்கள் : (1) சிலோகேஷ், சித்தன் சாலை, வல்லம்படுகை, சிதம்பரம், கடலூர். (2) ஹ.இமான், பிரதான சாலை, வல்லம்படுகை, சிதம்பரம், கடலூர். (3) க.அவினாஷ், பிரதான சாலை, வல்லம்படுகை, சிதம்பரம், கடலூர். <box>783 1644 1115 1715</box>
branch-heading: ஆட்டாநகர் கிளை <box>176 167 297 184</box>
masthead <box>59 54 1510 110</box>
part-text: : மோ.ரஞ்சித்குமார், 241, பவழக்கடை தெரு, வல்லம்படுகை, சிதம்பரம், கடலூர். <box>1200 574 1471 607</box>
part-row <box>70 318 403 357</box>
header-rule <box>118 82 723 84</box>
member-paragraph: துணை அமைப்பாளர்கள் : (1) கா.சதீஷ்ஜீவி, வடக்குத் தெரு, கூத்தன்கோயில் அம்மாபேட்டை, சிதம்பரம், கடலூர். (2) பா.ராகுல், தெற்குத் தெரு, கூத்தன்கோயில் அம்மாபேட்டை, சிதம்பரம், கடலூர். (3) கு.அரவிந்தன், உடையார் தெரு, கூத்தன்கோயில் அம்மாபேட்டை, சிதம்பரம், கடலூர். <box>427 481 759 572</box>
branch-block <box>427 411 759 576</box>
branch-block <box>427 1553 759 1576</box>
part-row <box>70 361 403 400</box>
member-paragraph: துணை அமைப்பாளர்கள் : (1) கு.பிரித்விகுமார், எருக்கன் காட்டுப்படுகை, வடக்குமாங்குடி, சிதம்பரம், கடலூர். (2) பயிரேம்குமார், எருக்கன்காட்டுப்படுகை, வடக்குமாங்குடி, சிதம்பரம், கடலூர். (3) ஜெ.ஆனந்தாஜன், எருக்கன்காட்டுப் படுகை, வடக்குமாங்குடி, சிதம்பரம், கடலூர். <box>1139 362 1471 454</box>
member-paragraph: சிதம்பரம், கடலூர். (3) ராஜ்திளகுமார், தென்பாதி, சிவபுரி, சிதம்பரம், கடலூர். <box>70 123 403 156</box>
branch-block <box>427 1355 759 1548</box>
panchayat-heading: அகரநல்லூர் ஊராட்சி <box>510 1553 675 1576</box>
panchayat-heading: ஜெயங்கொண்டப்பட்டினம் ஊராட்சி <box>1173 1599 1437 1622</box>
branch-heading: வேளக்குடி கிளை <box>891 1087 1007 1104</box>
branch-block <box>70 1550 403 1762</box>
branch-heading: வல்லத்துறை கிளை – 2 <box>1226 126 1384 143</box>
header-rule <box>960 82 1290 84</box>
branch-heading: வரகூர் கிளை <box>192 649 281 665</box>
part-text: : ஜெ.மணிகண்டன், 144, பெரிய தெரு, வையூர், சிதம்பரம், கடலூர். <box>488 342 759 375</box>
member-paragraph: துணை அமைப்பாளர்கள் : (1) த.அன்புதாசன், பழையநல்லூர், அகரநல்லூர், சிதம்பரம், கடலூர். (2) செ.அஜித்குமார், பழையநல்லூர், அகரநல்லூர், சிதம்பரம், கடலூர். (3) க.கந்தசாமுத்தி, பழையநல்லூர், அகரநல்லூர், சிதம்பரம், கடலூர். <box>427 1952 759 2023</box>
branch-heading: கீழதவர்த்தாம்பட்டு கிளை <box>150 987 323 1004</box>
